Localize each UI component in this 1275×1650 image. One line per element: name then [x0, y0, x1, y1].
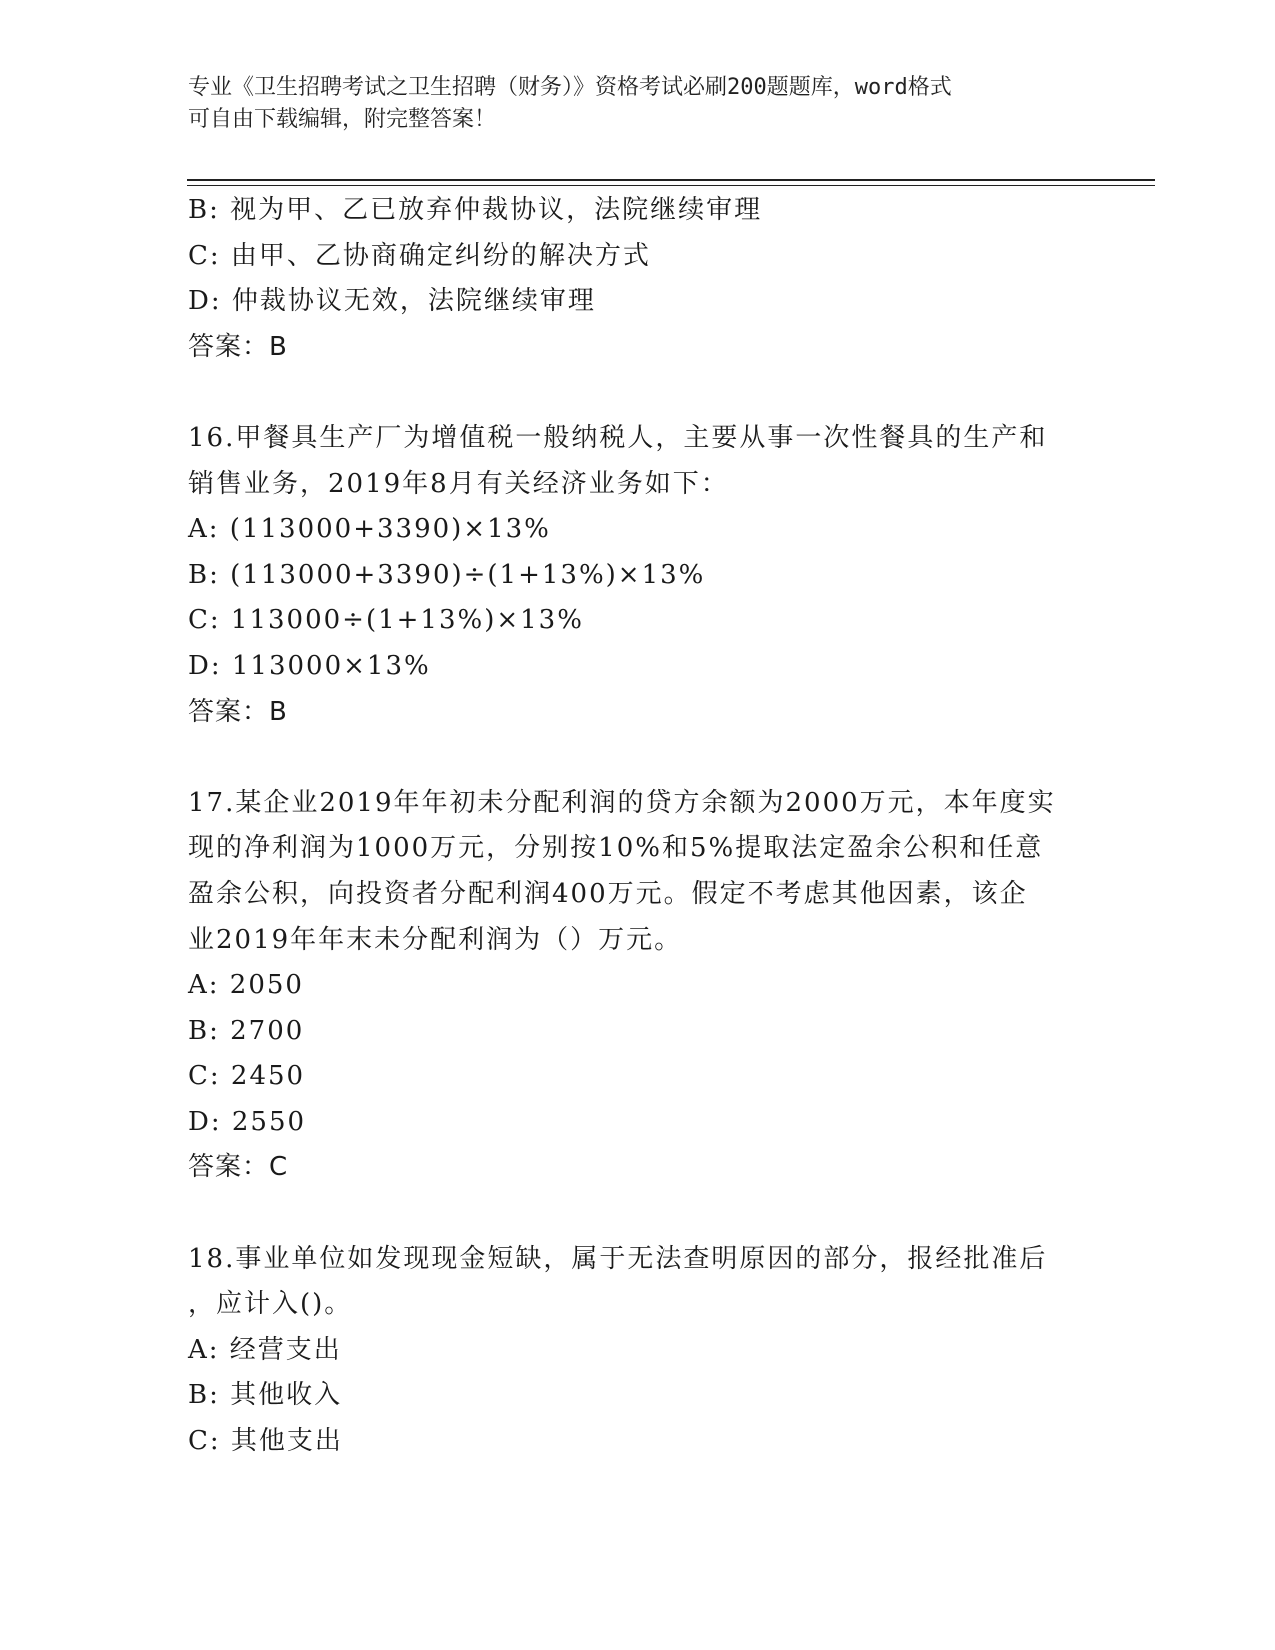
header-divider-thick [187, 179, 1155, 181]
question-list [188, 188, 1088, 1465]
q17-stem-line-4: 业2019年年末未分配利润为（）万元。 [188, 924, 683, 955]
q16-option-d: D: 113000×13% [188, 650, 431, 681]
q15-answer: 答案：B [188, 331, 288, 362]
header-divider-thin [187, 185, 1155, 186]
q16-option-c: C: 113000÷(1+13%)×13% [188, 605, 584, 636]
question-16 [188, 416, 1088, 735]
q16-stem-line-1: 16.甲餐具生产厂为增值税一般纳税人，主要从事一次性餐具的生产和 [188, 422, 1048, 453]
q16-answer: 答案：B [188, 696, 288, 727]
header-title-line-2: 可自由下载编辑，附完整答案！ [188, 107, 497, 132]
q18-option-c: C: 其他支出 [188, 1426, 343, 1457]
q17-option-d: D: 2550 [188, 1106, 307, 1137]
q17-stem-line-2: 现的净利润为1000万元，分别按10%和5%提取法定盈余公积和任意 [188, 833, 1044, 864]
q18-option-b: B: 其他收入 [188, 1380, 343, 1411]
q18-stem-line-1: 18.事业单位如发现现金短缺，属于无法查明原因的部分，报经批准后 [188, 1243, 1048, 1274]
spacer [188, 370, 1088, 416]
q15-option-c: C: 由甲、乙协商确定纠纷的解决方式 [188, 240, 651, 271]
q18-option-a: A: 经营支出 [188, 1334, 342, 1365]
q17-option-a: A: 2050 [188, 970, 304, 1001]
page-header [188, 72, 1088, 136]
q17-option-c: C: 2450 [188, 1061, 306, 1092]
q17-option-b: B: 2700 [188, 1015, 305, 1046]
question-17 [188, 781, 1088, 1191]
q15-option-d: D: 仲裁协议无效，法院继续审理 [188, 286, 596, 317]
q17-stem-line-3: 盈余公积，向投资者分配利润400万元。假定不考虑其他因素，该企 [188, 878, 1028, 909]
header-title-line-1: 专业《卫生招聘考试之卫生招聘（财务）》资格考试必刷200题题库，word格式 [188, 75, 952, 100]
q16-option-a: A: (113000+3390)×13% [188, 514, 551, 545]
q15-option-b: B: 视为甲、乙已放弃仲裁协议，法院继续审理 [188, 195, 763, 225]
question-15-continued [188, 188, 1088, 370]
q18-stem-line-2: ，应计入()。 [188, 1289, 353, 1320]
q17-stem-line-1: 17.某企业2019年年初未分配利润的贷方余额为2000万元，本年度实 [188, 787, 1056, 818]
spacer [188, 1191, 1088, 1237]
q17-answer: 答案：C [188, 1152, 289, 1183]
question-18 [188, 1237, 1088, 1465]
q16-option-b: B: (113000+3390)÷(1+13%)×13% [188, 559, 706, 590]
q16-stem-line-2: 销售业务，2019年8月有关经济业务如下： [188, 468, 729, 499]
spacer [188, 735, 1088, 781]
